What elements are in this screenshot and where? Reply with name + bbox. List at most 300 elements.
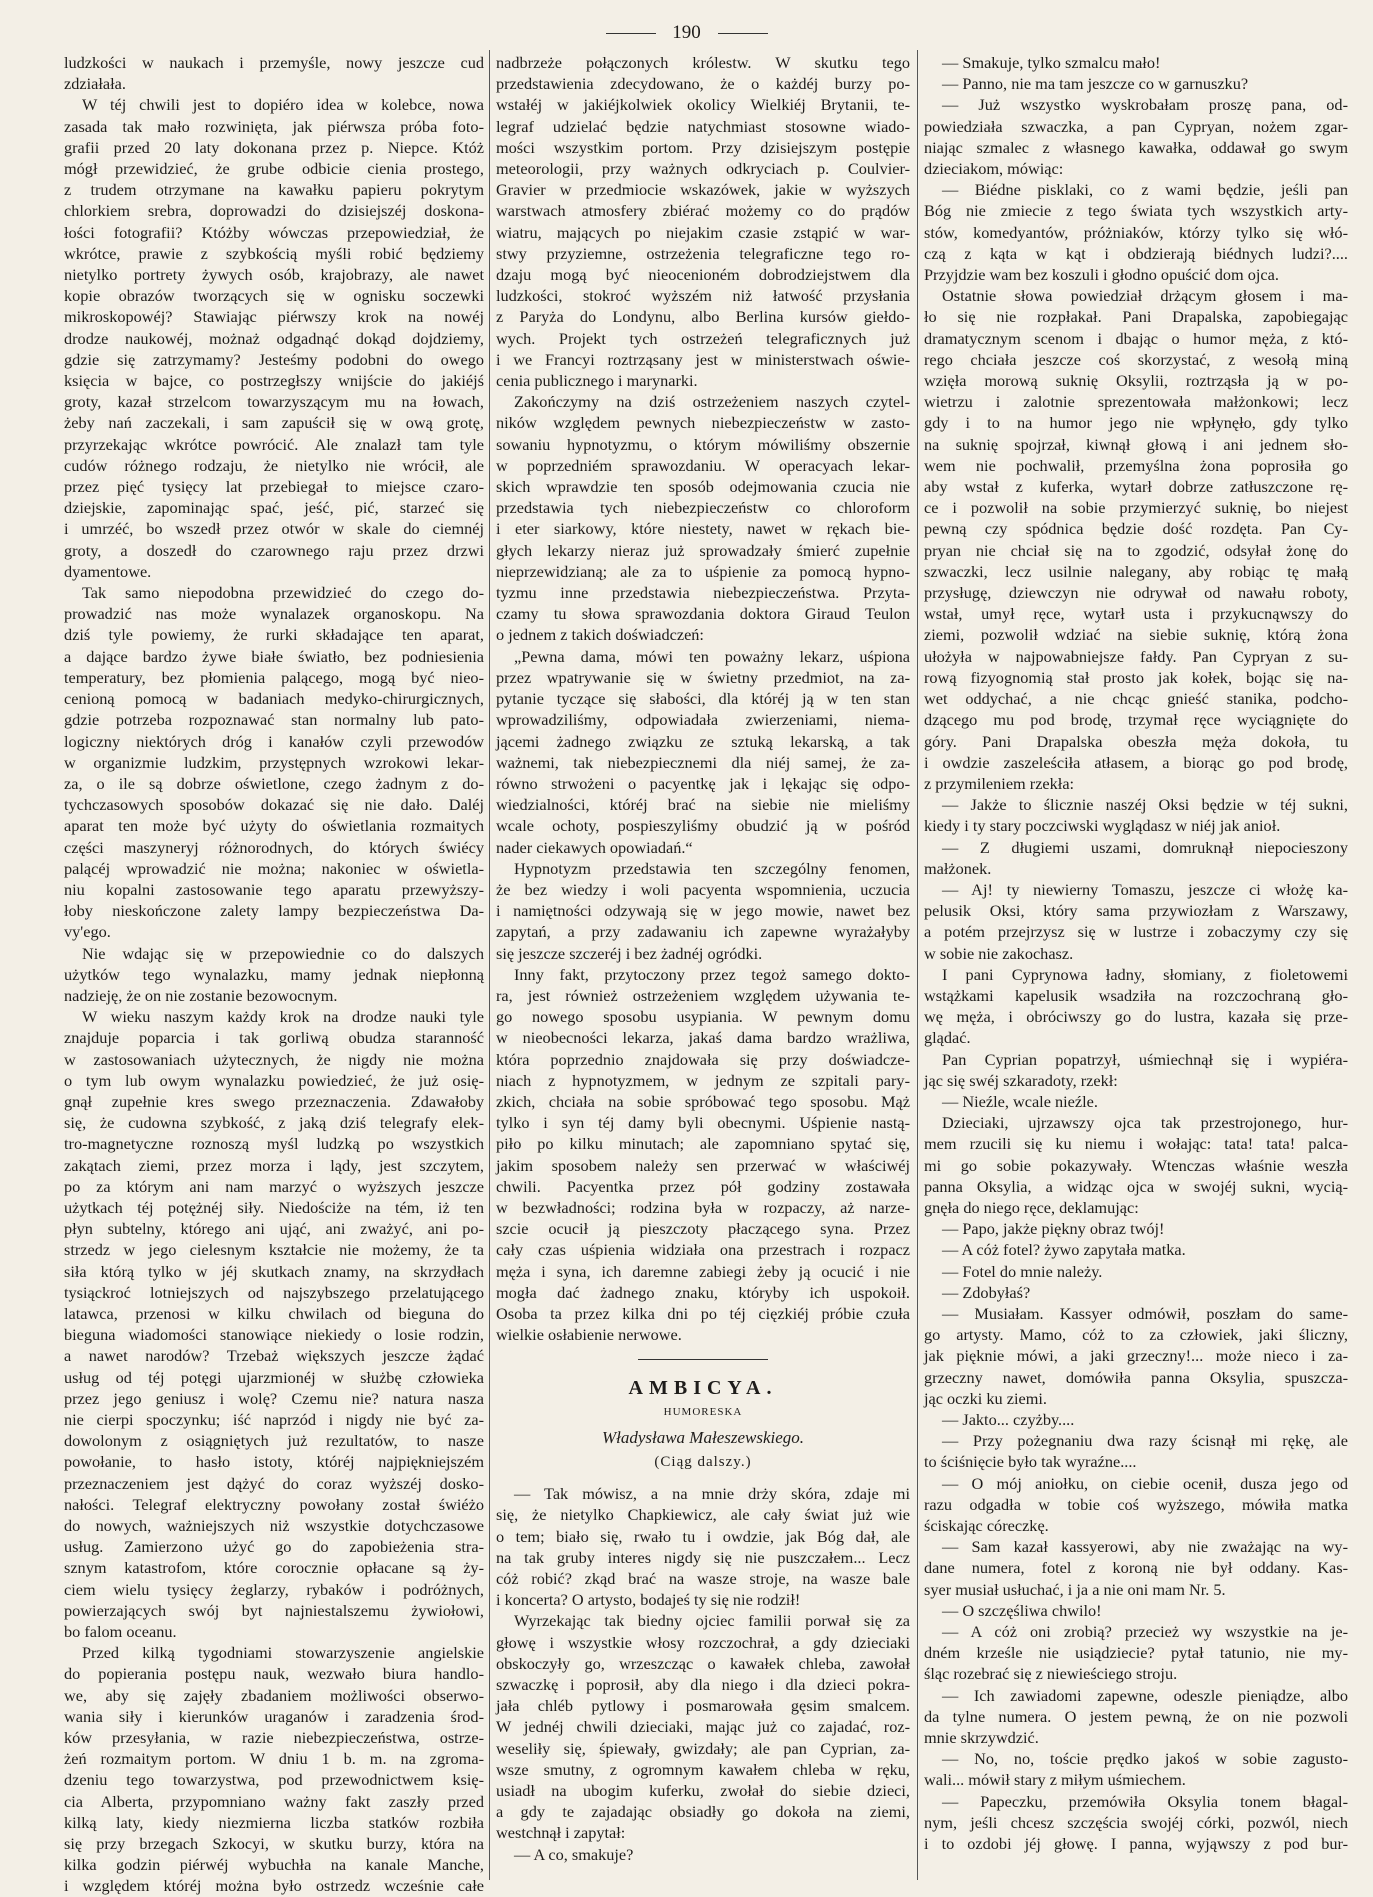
paragraph <box>924 1303 1348 1409</box>
text-line: dzaju mogą być nieocenioném dobrodziejstwem dla <box>496 265 910 285</box>
paragraph <box>924 94 1348 179</box>
column-1 <box>64 52 484 1897</box>
page-header <box>0 22 1373 44</box>
text-line: nadzieję, że on nie zostanie bezowocnym. <box>64 985 338 1005</box>
text-line: — A cóż oni zrobią? przecież wy wszystkie na je- <box>942 1622 1348 1642</box>
text-line: szwaczkę i poprosił, aby dla niego i dla dzieci pokra- <box>496 1675 910 1695</box>
text-line: przyrzekając wkrótce powrócić. Ale znalazł tam tyle <box>64 434 484 454</box>
text-line: strzedz w jego cielesnym kształcie nie możemy, że ta <box>64 1240 484 1260</box>
paragraph <box>924 1430 1348 1472</box>
text-line: Dzieciaki, ujrzawszy ojca tak przestrojonego, hur- <box>942 1113 1348 1133</box>
text-line: w poprzedniém sprawozdaniu. W operacyach lekar- <box>496 455 910 475</box>
text-line: Pan Cyprian popatrzył, uśmiechnął się i wypiéra- <box>942 1049 1348 1069</box>
text-line: w organizmie ludzkim, przystępnych wzrokowi lekar- <box>64 752 484 772</box>
text-line: kiedy i ty stary poczciwski wyglądasz w niéj jak anioł. <box>924 816 1281 836</box>
text-line: nie cierpi spoczynku; iść naprzód i nigdy nie być za- <box>64 1410 484 1429</box>
text-line: logiczny niektórych dróg i kanałów czyli przewodów <box>64 731 484 751</box>
text-line: ra, jest również ostrzeżeniem względem używania te- <box>496 985 910 1005</box>
text-line: wstążkami kapelusik wsadziła na rozczochraną gło- <box>924 985 1348 1005</box>
text-line: — O szczęśliwa chwilo! <box>942 1600 1102 1620</box>
text-line: skich wprawdzie ten sposób odejmowania czucia nie <box>496 477 910 497</box>
text-line: — Papeczku, przemówiła Oksylia tonem błagal- <box>942 1791 1348 1811</box>
text-line: tro-magnetyczne roznoszą myśl ludzką po wszystkich <box>64 1134 484 1154</box>
text-line: wietrzu i zalotnie sprezentowała małżonkowi; lecz <box>924 392 1348 412</box>
text-line: tychczasowych sposobów dokazać się nie dało. Daléj <box>64 795 484 815</box>
paragraph <box>924 52 1348 73</box>
text-line: łości fotografii? Któżby wówczas przepowiedział, że <box>64 222 484 242</box>
text-line: się, że nietylko Chapkiewicz, ale cały świat już wie <box>496 1505 910 1525</box>
text-line: szcie ocucił ją pieszczoty płaczącego syna. Przez <box>496 1219 910 1239</box>
text-line: ludzkości w naukach i przemyśle, nowy jeszcze cud <box>64 53 484 72</box>
text-line: da tylne numera. O jestem pewną, że on nie pozwoli <box>924 1706 1348 1726</box>
paragraph <box>924 1261 1348 1282</box>
text-line: z Paryża do Londynu, albo Berlina kursów giełdo- <box>496 307 910 327</box>
text-line: cenioną pomocą w badaniach medyko-chirurgicznych, <box>64 689 484 709</box>
text-line: się, że cudowna szybkość, z jaką dziś telegrafy elek- <box>64 1113 484 1133</box>
text-line: nader ciekawych opowiadań.“ <box>496 837 693 857</box>
text-line: cały czas uśpienia widziała ona przestrach i rozpacz <box>496 1240 910 1260</box>
text-line: powiedziała szwaczka, a pan Cypryan, nożem zgar- <box>924 116 1348 136</box>
text-line: dramatycznym scenom i dbając o humor męża, z któ- <box>924 328 1348 348</box>
text-line: sowaniu hypnotyzmu, o którym mówiliśmy obszernie <box>496 434 910 454</box>
paragraph <box>64 1006 484 1642</box>
text-line: — Już wszystko wyskrobałam proszę pana, od- <box>942 95 1348 115</box>
text-line: — Z długiemi uszami, domruknął niepocieszony <box>942 837 1348 857</box>
text-line: i owdzie zaszeleściła atłasem, a biorąc go pod brodę, <box>924 752 1348 772</box>
text-line: dzeniu tego towarzystwa, pod przewodnictwem księ- <box>64 1770 484 1790</box>
text-line: Osoba ta przez kilka dni po téj cięzkiéj próbie czuła <box>496 1303 910 1323</box>
text-line: — Musiałam. Kassyer odmówił, poszłam do same- <box>942 1303 1348 1323</box>
text-line: panna Oksylia, a widząc ojca w swojéj sukni, wycią- <box>924 1176 1348 1196</box>
paragraph <box>924 1685 1348 1749</box>
text-line: Wyrzekając tak biedny ojciec familii porwał się za <box>514 1611 910 1631</box>
paragraph <box>924 1621 1348 1685</box>
text-line: i eter siarkowy, które niestety, nawet w rękach bie- <box>496 519 910 539</box>
text-line: Bóg nie zmiecie z tego świata tych wszystkich arty- <box>924 201 1348 221</box>
text-line: i koncerta? O artysto, bodajeś ty się nie rodził! <box>496 1590 801 1610</box>
text-line: zasada tak mało rozwinięta, jak piérwsza próba foto- <box>64 116 484 136</box>
text-line: kilką laty, kiedy niezmierna liczba statków rozbiła <box>64 1812 484 1832</box>
text-line: aby wstał z kuferka, wytarł dobrze zatłuszczone rę- <box>924 477 1348 497</box>
text-line: jącemi żadnego związku ze sztuką lekarską, a tak <box>496 731 910 751</box>
paragraph <box>496 52 910 391</box>
text-line: wet oddychać, a nie chcąc gnieść stanika, podcho- <box>924 689 1348 709</box>
paragraph <box>496 646 910 858</box>
text-line: gdy i to na humor jego nie wpłynęło, gdy tylko <box>924 413 1348 433</box>
text-line: która poprzednio znajdowała się przy doświadcze- <box>496 1049 910 1069</box>
text-line: że bez wiedzy i woli pacyenta wspomnienia, uczucia <box>496 879 910 899</box>
paragraph <box>924 73 1348 94</box>
text-line: powołanie, to hasło istoty, któréj najpiękniejszém <box>64 1452 484 1472</box>
text-line: małżonek. <box>924 858 992 878</box>
text-line: W jednéj chwili dzieciaki, mając już co zajadać, roz- <box>496 1717 910 1737</box>
text-line: to ściśnięcie było tak wyraźne.... <box>924 1452 1137 1472</box>
text-line: dzieciakom, mówiąc: <box>924 159 1064 179</box>
text-line: jąc oczki ku ziemi. <box>924 1388 1047 1408</box>
paragraph <box>64 943 484 1007</box>
text-line: obskoczyły go, wrzeszcząc o kawałek chleba, zawołał <box>496 1653 910 1673</box>
text-line: chlorkiem srebra, doprowadzi do dzisiejszéj doskona- <box>64 201 484 221</box>
text-line: ściskając córeczkę. <box>924 1516 1049 1536</box>
paragraph <box>924 1409 1348 1430</box>
text-line: nadbrzeże połączonych królestw. W skutku tego <box>496 53 910 72</box>
text-line: Przed kilką tygodniami stowarzyszenie angielskie <box>82 1643 484 1663</box>
text-line: siła którą tylko w jéj skutkach znamy, na skrzydłach <box>64 1261 484 1281</box>
text-line: a gdy te zajadając obsiadły go dokoła na ziemi, <box>496 1802 910 1822</box>
text-line: usług od téj potęgi ujarzmionéj w służbę człowieka <box>64 1367 484 1387</box>
text-line: wprowadziliśmy, odpowiadała zwierzeniami, niema- <box>496 710 910 730</box>
column-3 <box>924 52 1348 1854</box>
text-line: Inny fakt, przytoczony przez tegoż samego dokto- <box>514 964 910 984</box>
text-line: głych lekarzy nieraz już sprowadzały śmierć zupełnie <box>496 540 910 560</box>
text-line: — Ich zawiadomi zapewne, odeszle pieniądze, albo <box>942 1685 1348 1705</box>
text-line: mikroskopowéj? Stawiając piérwszy krok na nowéj <box>64 307 484 327</box>
text-line: cóż robić? zkąd brać na wasze stroje, na wasze bale <box>496 1569 910 1589</box>
text-line: z przymileniem rzekła: <box>924 773 1075 793</box>
text-line: Hypnotyzm przedstawia ten szczególny fenomen, <box>514 858 910 878</box>
text-line: w nieobecności lekarza, jakaś dama bardzo wrażliwa, <box>496 1028 910 1048</box>
text-line: we, aby się zajęły zbadaniem możliwości obserwo- <box>64 1685 484 1705</box>
text-line: i to ozdobi jéj głowę. I panna, wyjąwszy z pod bur- <box>924 1834 1348 1854</box>
column-divider <box>917 50 918 1880</box>
text-line: z trudem otrzymane na kawałku papieru pokrytym <box>64 180 484 200</box>
text-line: — A cóż fotel? żywo zapytała matka. <box>942 1240 1186 1260</box>
text-line: W téj chwili jest to dopiéro idea w kolebce, nowa <box>82 95 484 115</box>
text-line: użytków tego wynalazku, mamy jednak niepłonną <box>64 964 484 984</box>
text-line: meteorologii, przy ważnych odkryciach p. Coulvier- <box>496 159 910 179</box>
text-line: mógł przewidzieć, że grube odbicie cienia prostego, <box>64 159 484 179</box>
paragraph <box>924 1473 1348 1537</box>
text-line: usiadł na ubogim kuferku, zwołał do siebie dzieci, <box>496 1781 910 1801</box>
text-line: za, o ile są dobrze oświetlone, czego żadnym z do- <box>64 773 484 793</box>
text-line: ciem wielu tysięcy żeglarzy, rybaków i podróżnych, <box>64 1579 484 1599</box>
paragraph <box>64 94 484 582</box>
text-line: przysługę, dziewczyn nie odrywał od nawału roboty, <box>924 583 1348 603</box>
text-line: — Biédne pisklaki, co z wami będzie, jeśli pan <box>942 180 1348 200</box>
text-line: dane numera, fotel z koroną nie był oddany. Kas- <box>924 1558 1348 1578</box>
text-line: — Smakuje, tylko szmalcu mało! <box>942 53 1161 72</box>
text-line: niach z hypnotyzmem, w jednym ze szpitali pary- <box>496 1070 910 1090</box>
text-line: znajduje poparcia i tak gorliwą obudza staranność <box>64 1028 484 1048</box>
story-subtitle: HUMORESKA <box>663 1405 743 1418</box>
text-line: o jednem z takich doświadczeń: <box>496 625 704 645</box>
text-line: temperatury, bez płomienia palącego, mogą być nieo- <box>64 667 484 687</box>
text-line: dziś tyle powiemy, że rurki składające ten aparat, <box>64 625 484 645</box>
text-line: W wieku naszym każdy krok na drodze nauki tyle <box>82 1007 484 1027</box>
text-line: mnie skrzywdzić. <box>924 1728 1039 1748</box>
text-line: wzięła morową suknię Oksylii, roztrząsła ją w po- <box>924 371 1348 391</box>
text-line: przeznaczeniem jest dążyć do coraz wyższéj dosko- <box>64 1473 484 1493</box>
text-line: czamy tu słowa sprawozdania doktora Giraud Teulon <box>496 604 910 624</box>
text-line: nałości. Telegraf elektryczny powołany został świéżo <box>64 1494 484 1514</box>
text-line: mogła dać żadnego znaku, któryby ich uspokoił. <box>496 1282 910 1302</box>
text-line: wkrótce, prawie z szybkością myśli robić będziemy <box>64 243 484 263</box>
text-line: części maszyneryj różnorodnych, do których świécy <box>64 837 484 857</box>
paragraph <box>496 858 910 964</box>
text-line: nym, jeśli chcesz szczęścia swojéj córki, pozwól, niech <box>924 1812 1348 1832</box>
text-line: I pani Cyprynowa ładny, słomiany, z fioletowemi <box>942 964 1348 984</box>
paragraph <box>924 1536 1348 1600</box>
text-line: jak pięknie mówi, a jaki grzeczny!... może nieco i za- <box>924 1346 1348 1366</box>
text-line: przez pięć tysięcy lat przebiegał to miejsce czaro- <box>64 477 484 497</box>
text-line: legraf udzielać będzie natychmiast stosowne wiado- <box>496 116 910 136</box>
paragraph <box>64 52 484 94</box>
text-line: żeń rozmaitym portom. W dniu 1 b. m. na zgroma- <box>64 1749 484 1769</box>
text-line: groty, a doszedł do czarownego raju przez drzwi <box>64 540 484 560</box>
text-line: zkich, chciała na sobie spróbować tego sposobu. Mąż <box>496 1091 910 1111</box>
story-note: (Ciąg dalszy.) <box>654 1454 752 1470</box>
text-line: żeby nań zaczekali, i sam zapuścił się w ową grotę, <box>64 413 484 433</box>
text-line: czą z kąta w kąt i obdzierają biédnych ludzi?.... <box>924 243 1348 263</box>
paragraph <box>496 391 910 645</box>
paragraph <box>924 285 1348 794</box>
text-line: wem nie pochwalił, przemyślna żona poprosiła go <box>924 455 1348 475</box>
text-line: równo strwożeni o pacyentkę jak i lękając się odpo- <box>496 773 910 793</box>
text-line: ułożyła w najpowabniejsze fałdy. Pan Cypryan z su- <box>924 646 1348 666</box>
text-line: męża i syna, ich daremne zabiegi żeby ją ocucić i nie <box>496 1261 910 1281</box>
text-line: łoby nieskończone zalety lampy bezpieczeństwa Da- <box>64 901 484 921</box>
text-line: się jeszcze szczeréj i bez żadnéj ogródki. <box>496 943 763 963</box>
text-line: — Jakto... czyżby.... <box>942 1410 1075 1429</box>
text-line: niu kopalni zastosowanie tego aparatu przewyższy- <box>64 879 484 899</box>
text-line: dném krześle nie usiądziecie? pytał tatunio, nie my- <box>924 1643 1348 1663</box>
text-line: księcia w bajce, co postrzegłszy wnijście do jakiéjś <box>64 371 484 391</box>
text-line: jała chléb pytlowy i posmarowała gęsim smalcem. <box>496 1696 910 1716</box>
text-line: wę męża, i obróciwszy go do lustra, kazała się prze- <box>924 1007 1348 1027</box>
text-line: zdziałała. <box>64 74 126 94</box>
text-line: grafii przed 20 laty dokonana przez p. Niepce. Któż <box>64 137 484 157</box>
text-line: vy'ego. <box>64 922 111 942</box>
text-line: piło po kilku minutach; ale zapomniano spytać się, <box>496 1134 910 1154</box>
text-line: Nie wdając się w przepowiednie co do dalszych <box>82 943 484 963</box>
column-2 <box>496 52 910 1865</box>
text-line: i umrzéć, bo wszedł przez otwór w skale do ciemnéj <box>64 519 484 539</box>
text-line: usług. Zamierzono użyć go do zapobieżenia stra- <box>64 1537 484 1557</box>
story-title: AMBICYA. <box>628 1377 778 1400</box>
paragraph <box>924 1791 1348 1855</box>
text-line: dyamentowe. <box>64 561 152 581</box>
text-line: wielkie osłabienie nerwowe. <box>496 1325 682 1345</box>
text-line: rego chciała jeszcze coś skorzystać, z wesołą miną <box>924 349 1348 369</box>
text-line: na tak gruby interes nigdy się nie puszczałem... Lecz <box>496 1547 910 1567</box>
text-line: wstał, umył ręce, wytarł usta i przykucnąwszy do <box>924 604 1348 624</box>
text-line: w zastosowaniach użytecznych, że nigdy nie można <box>64 1049 484 1069</box>
paragraph <box>924 794 1348 836</box>
paragraph <box>496 1844 910 1865</box>
text-line: przedstawia tych niebezpieczeństw co chloroform <box>496 498 910 518</box>
paragraph <box>64 582 484 942</box>
text-line: dzącego mu pod brodę, trzymał ręce wyciągnięte do <box>924 710 1348 730</box>
text-line: go nowego sposobu usypiania. W pewnym domu <box>496 1007 910 1027</box>
text-line: niając szmalec z własnego kawałka, oddawał go swym <box>924 137 1348 157</box>
paragraph <box>924 179 1348 285</box>
text-line: — Panno, nie ma tam jeszcze co w garnuszku? <box>942 74 1249 94</box>
text-line: w bezwładności; rodzina była w rozpaczy, aż narze- <box>496 1197 910 1217</box>
text-line: gnął zupełnie kres swego przeznaczenia. Zdawałoby <box>64 1091 484 1111</box>
text-line: pytanie tyczące się słabości, dla któréj ją w ten stan <box>496 689 910 709</box>
text-line: — Jakże to ślicznie naszéj Oksi będzie w téj sukni, <box>942 795 1348 815</box>
paragraph <box>924 1112 1348 1218</box>
paragraph <box>924 879 1348 964</box>
text-line: prowadzić nas może wynalazek organoskopu. Na <box>64 604 484 624</box>
header-rule-right <box>718 33 768 34</box>
text-line: dowolonym z osiągniętych już rezultatów, to nasze <box>64 1431 484 1451</box>
text-line: groty, kazał strzelcom towarzyszącym mu na łowach, <box>64 392 484 412</box>
text-line: grzeczny nawet, domówiła panna Oksylia, spuszcza- <box>924 1367 1348 1387</box>
text-line: a potém przejrzysz się w lustrze i zobaczymy czy się <box>924 922 1348 942</box>
text-line: palącéj wprowadzić nie można; nakoniec w oświetla- <box>64 858 484 878</box>
text-line: zapytań, a przy zadawaniu ich zapewne wyrażałyby <box>496 922 910 942</box>
text-line: mem rzucili się ku niemu i wołając: tata! tata! palca- <box>924 1134 1348 1154</box>
text-line: przez wpatrywanie się w świetny przedmiot, na za- <box>496 667 910 687</box>
text-line: ło się nie rozpłakał. Pani Drapalska, zapobiegając <box>924 307 1348 327</box>
text-line: — Fotel do mnie należy. <box>942 1261 1103 1281</box>
text-line: stów, komedyantów, próżniaków, którzy tylko się włó- <box>924 222 1348 242</box>
text-line: — Sam kazał kassyerowi, aby nie zważając na wy- <box>942 1537 1348 1557</box>
column-divider <box>489 50 490 1880</box>
text-line: — No, no, toście prędko jakoś w sobie zagusto- <box>942 1749 1348 1769</box>
paragraph <box>496 964 910 1346</box>
paragraph <box>496 1483 910 1610</box>
text-line: latawca, przenosi w kilku chwilach od bieguna do <box>64 1303 484 1323</box>
text-line: — Papo, jakże piękny obraz twój! <box>942 1219 1165 1239</box>
paragraph <box>924 1748 1348 1790</box>
paragraph <box>924 1600 1348 1621</box>
text-line: drodze naukowéj, możnaż odgadnąć dokąd dojdziemy, <box>64 328 484 348</box>
text-line: jąc się swéj szkaradoty, rzekł: <box>924 1070 1118 1090</box>
text-line: do nowych, ważniejszych niż wszystkie dotychczasowe <box>64 1516 484 1536</box>
text-line: aparat ten może być użyty do oświetlania rozmaitych <box>64 816 484 836</box>
text-line: gdzie potrzeba rozpoznawać stan normalny lub pato- <box>64 710 484 730</box>
text-line: głowę i wszystkie włosy rozczochrał, a gdy dzieciaki <box>496 1632 910 1652</box>
text-line: — Aj! ty niewierny Tomaszu, jeszcze ci włożę ka- <box>942 879 1348 899</box>
text-line: pelusik Oksi, który sama przywiozłam z Warszawy, <box>924 901 1348 921</box>
text-line: — Tak mówisz, a na mnie drży skóra, zdaje mi <box>514 1484 910 1504</box>
text-line: na suknię spojrzał, kiwnął głową i ani jednem sło- <box>924 434 1348 454</box>
text-line: mości wszystkim portom. Przy dzisiejszym postępie <box>496 137 910 157</box>
paragraph <box>924 964 1348 1049</box>
text-line: wiedzialności, któréj brać na siebie nie mieliśmy <box>496 795 910 815</box>
paragraph <box>924 1218 1348 1239</box>
text-line: weseliły się, śpiewały, gwizdały; ale pan Cyprian, za- <box>496 1738 910 1758</box>
paragraph <box>924 1091 1348 1112</box>
text-line: — Zdobyłaś? <box>942 1282 1031 1302</box>
text-line: stwy przyziemne, ostrzeżenia telegraficzne tego ro- <box>496 243 910 263</box>
text-line: i we Francyi roztrząsany jest w ministerstwach oświe- <box>496 349 910 369</box>
text-line: Gravier w przedmiocie wskazówek, jakie w wyższych <box>496 180 910 200</box>
text-line: wsze smutny, z ogromnym kawałem chleba w ręku, <box>496 1759 910 1779</box>
text-line: jakim sposobem należy sen przerwać w właściwéj <box>496 1155 910 1175</box>
text-line: gdzie się zatrzymamy? Jesteśmy podobni do owego <box>64 349 484 369</box>
paragraph <box>924 837 1348 879</box>
text-line: ziemi, pozwolił wdziać na siebie suknię, którą żona <box>924 625 1348 645</box>
text-line: wiatru, mających po niejakim czasie zstąpić w war- <box>496 222 910 242</box>
text-line: ce i pozwolił na sobie przymierzyć suknię, bo niejest <box>924 498 1348 518</box>
text-line: razu odgadła w tobie coś wyższego, mówiła matka <box>924 1494 1348 1514</box>
header-rule-left <box>606 33 656 34</box>
text-line: wcale ochoty, pospieszyliśmy obudzić ją w pośród <box>496 816 910 836</box>
text-line: Przyjdzie wam bez koszuli i głodno opuścić dom ojca. <box>924 265 1279 285</box>
text-line: tylko i syn téj damy byli obecnymi. Uśpienie nastą- <box>496 1113 910 1133</box>
text-line: płyn subtelny, którego ani ująć, ani zważyć, ani po- <box>64 1219 484 1239</box>
text-line: dziejskie, zapominając spać, jeść, pić, starzeć się <box>64 498 484 518</box>
text-line: Ostatnie słowa powiedział drżącym głosem i ma- <box>942 286 1348 306</box>
paragraph <box>924 1049 1348 1091</box>
text-line: zakątach ziemi, przez morza i lądy, jest szczytem, <box>64 1155 484 1175</box>
text-line: o tym lub owym wynalazku powiedzieć, że już osię- <box>64 1070 484 1090</box>
text-line: wstałéj w jakiéjkolwiek okolicy Wielkiéj Brytanii, te- <box>496 95 910 115</box>
text-line: przedstawienia zdecydowano, że o każdéj burzy po- <box>496 74 910 94</box>
text-line: sznym katastrofom, które corocznie opłacane są ży- <box>64 1558 484 1578</box>
page-number: 190 <box>672 22 701 43</box>
text-line: o tem; biało się, rwało tu i owdzie, jak Bóg dał, ale <box>496 1526 910 1546</box>
text-line: a dające bardzo żywe białe światło, bez podniesienia <box>64 646 484 666</box>
text-line: mi go sobie pokazywały. Wtenczas właśnie weszła <box>924 1155 1348 1175</box>
text-line: westchnął i zapytał: <box>496 1823 626 1843</box>
story-author: Władysława Małeszewskiego. <box>601 1427 805 1447</box>
text-line: cia Alberta, przypomniano ważny fakt zaszły przed <box>64 1791 484 1811</box>
text-line: w sobie nie zakochasz. <box>924 943 1074 963</box>
text-line: ważnemi, tak niebezpiecznemi dla niéj samej, że za- <box>496 752 910 772</box>
text-line: wali... mówił stary z miłym uśmiechem. <box>924 1770 1186 1790</box>
text-line: ków przesyłania, w razie niebezpieczeństwa, ostrze- <box>64 1728 484 1748</box>
text-line: bo falom oceanu. <box>64 1622 177 1642</box>
paragraph <box>64 1642 484 1896</box>
text-line: ników względem pewnych niebezpieczeństw w zasto- <box>496 413 910 433</box>
text-line: — Nieźle, wcale nieźle. <box>942 1091 1098 1111</box>
text-line: — O mój aniołku, on ciebie ocenił, dusza jego od <box>942 1473 1348 1493</box>
text-line: tysiąckroć lotniejszych od najszybszego przelatującego <box>64 1282 484 1302</box>
text-line: glądać. <box>924 1028 971 1048</box>
text-line: Zakończymy na dziś ostrzeżeniem naszych czytel- <box>514 392 910 412</box>
text-line: wania siły i kierunków uraganów i zaradzenia środ- <box>64 1706 484 1726</box>
text-line: do popierania postępu nauk, wezwało biura handlo- <box>64 1664 484 1684</box>
text-line: i namiętności odzywają się w jego mowie, nawet bez <box>496 901 910 921</box>
text-line: rową fizyognomią stał prosto jak kołek, bojąc się na- <box>924 667 1348 687</box>
text-line: po za którym ani nam marzyć o wyższych jeszcze <box>64 1176 484 1196</box>
paragraph <box>924 1282 1348 1303</box>
text-line: kopie obrazów tworzących się w ognisku soczewki <box>64 286 484 306</box>
text-line: powierzających swój byt najniestalszemu żywiołowi, <box>64 1600 484 1620</box>
text-line: nietylko portrety żywych osób, krajobrazy, ale nawet <box>64 265 484 285</box>
paragraph <box>924 1239 1348 1260</box>
text-line: „Pewna dama, mówi ten poważny lekarz, uśpiona <box>514 646 910 666</box>
text-line: warstwach atmosfery zbiérać możemy co do prądów <box>496 201 910 221</box>
text-line: go artysty. Mamo, cóż to za człowiek, jaki śliczny, <box>924 1325 1348 1345</box>
text-line: góry. Pani Drapalska obeszła męża dokoła, tu <box>924 731 1348 751</box>
text-line: wych. Projekt tych ostrzeżeń telegraficznych już <box>496 328 910 348</box>
text-line: nieprzewidzianą; ale za to uśpienie za pomocą hypno- <box>496 561 910 581</box>
text-line: pryan nie chciał się na to zgodzić, odsyłał żonę do <box>924 540 1348 560</box>
text-line: — A co, smakuje? <box>514 1844 634 1864</box>
text-line: cenia publicznego i marynarki. <box>496 371 698 391</box>
text-line: ludzkości, stokroć wyższém niż łatwość przysłania <box>496 286 910 306</box>
text-line: — Przy pożegnaniu dwa razy ścisnął mi rękę, ale <box>942 1431 1348 1451</box>
text-line: Tak samo niepodobna przewidzieć do czego do- <box>82 583 484 603</box>
text-line: śląc rozebrać się z niewieściego stroju. <box>924 1664 1178 1684</box>
text-line: się przy brzegach Szkocyi, w skutku burzy, która na <box>64 1834 484 1854</box>
text-line: gnęła do niego ręce, deklamując: <box>924 1197 1139 1217</box>
text-line: użytkach téj potężnéj siły. Niedościże na tém, iż ten <box>64 1197 484 1217</box>
text-line: cudów różnego rodzaju, że nietylko nie wrócił, ale <box>64 455 484 475</box>
text-line: przez jego geniusz i wolę? Czemu nie? natura nasza <box>64 1388 484 1408</box>
text-line: bieguna wiadomości stanowiące niekiedy o losie rodzin, <box>64 1325 484 1345</box>
text-line: pewną czy spódnica będzie dość rozdęta. Pan Cy- <box>924 519 1348 539</box>
section-divider <box>638 1359 768 1360</box>
text-line: syer musiał usłuchać, i ja a nie oni mam Nr. 5. <box>924 1579 1226 1599</box>
text-line: a nawet narodów? Trzebaż większych jeszcze żądać <box>64 1346 484 1366</box>
text-line: chwili. Pacyentka przez pół godziny zostawała <box>496 1176 910 1196</box>
